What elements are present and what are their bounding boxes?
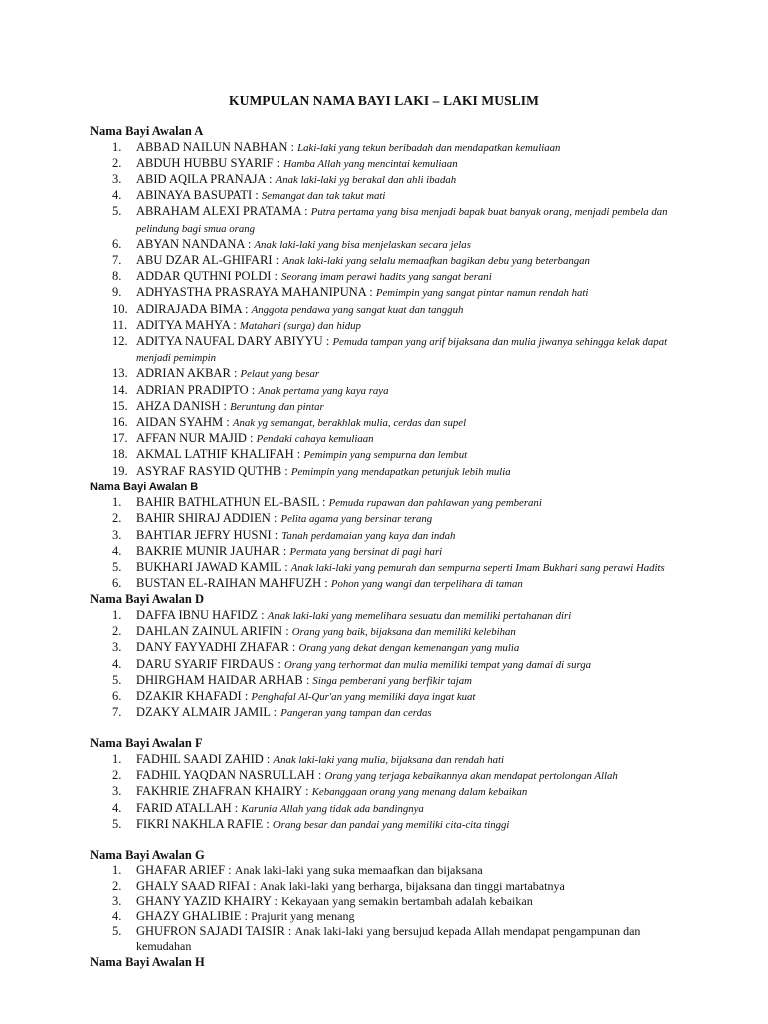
item-meaning: Anak laki-laki yang bersujud kepada Allah mendapat pengampunan dan kemudahan — [136, 924, 641, 954]
item-separator: : — [231, 800, 242, 815]
item-number: 2. — [112, 768, 122, 783]
item-meaning: Hamba Allah yang mencintai kemuliaan — [283, 157, 458, 170]
item-number: 3. — [112, 893, 122, 908]
list-item — [90, 624, 690, 640]
item-number: 2. — [112, 878, 122, 893]
list-item — [90, 528, 690, 544]
section-f — [90, 736, 690, 833]
list-item — [90, 784, 690, 800]
item-separator: : — [241, 301, 252, 316]
item-name: BAHIR SHIRAJ ADDIEN — [136, 511, 271, 526]
item-separator: : — [274, 656, 284, 671]
item-separator: : — [288, 640, 299, 655]
list-item — [90, 879, 690, 894]
item-separator: : — [265, 171, 276, 186]
item-meaning: Putra pertama yang bisa menjadi bapak buat banyak orang, menjadi pembela dan pelindung bagi smua orang — [136, 206, 668, 235]
list-item — [90, 768, 690, 784]
item-number: 5. — [112, 560, 122, 575]
item-name: DAHLAN ZAINUL ARIFIN — [136, 624, 283, 639]
list-item — [90, 608, 690, 624]
item-number: 6. — [112, 576, 122, 591]
name-list — [90, 495, 690, 592]
item-name: FADHIL YAQDAN NASRULLAH — [136, 768, 315, 783]
item-separator: : — [301, 204, 311, 219]
item-number: 7. — [112, 705, 122, 720]
item-separator: : — [263, 816, 273, 831]
item-name: ADIRAJADA BIMA — [136, 301, 242, 316]
item-name: GHUFRON SAJADI TAISIR — [136, 924, 285, 939]
item-separator: : — [241, 909, 252, 924]
item-name: ADRIAN PRADIPTO — [136, 382, 249, 397]
item-separator: : — [246, 431, 257, 446]
item-meaning: Tanah perdamaian yang kaya dan indah — [281, 529, 456, 542]
list-item — [90, 894, 690, 909]
name-list — [90, 752, 690, 833]
item-number: 17. — [112, 431, 128, 446]
item-separator: : — [230, 366, 241, 381]
item-separator: : — [250, 878, 260, 893]
item-separator: : — [270, 705, 281, 720]
item-separator: : — [273, 155, 284, 170]
name-list — [90, 608, 690, 721]
list-item — [90, 544, 690, 560]
item-meaning: Penghafal Al-Qur'an yang memiliki daya ingat kuat — [251, 691, 476, 703]
item-separator: : — [271, 269, 282, 284]
item-number: 2. — [112, 624, 122, 639]
item-number: 1. — [112, 863, 122, 878]
item-number: 16. — [112, 414, 128, 429]
item-name: DZAKIR KHAFADI — [136, 689, 242, 703]
item-name: ABID AQILA PRANAJA — [136, 171, 266, 186]
section-b — [90, 480, 690, 593]
item-separator: : — [263, 751, 274, 766]
list-item — [90, 817, 690, 833]
item-meaning: Anak laki-laki yang bisa menjelaskan secara jelas — [254, 238, 471, 251]
list-item — [90, 269, 690, 285]
item-number: 4. — [112, 543, 122, 558]
list-item — [90, 237, 690, 253]
item-number: 7. — [112, 252, 122, 267]
list-item — [90, 285, 690, 301]
item-number: 5. — [112, 816, 122, 831]
item-meaning: Prajurit yang menang — [251, 909, 355, 924]
item-name: ABYAN NANDANA — [136, 236, 245, 251]
item-name: DHIRGHAM HAIDAR ARHAB — [136, 672, 303, 687]
item-separator: : — [241, 689, 252, 703]
item-name: ABDUH HUBBU SYARIF — [136, 155, 274, 170]
item-number: 18. — [112, 447, 128, 462]
section-g — [90, 848, 690, 955]
item-separator: : — [258, 607, 268, 622]
item-meaning: Kekayaan yang semakin bertambah adalah kebaikan — [281, 893, 533, 908]
item-name: ABBAD NAILUN NABHAN — [136, 139, 288, 154]
list-item — [90, 640, 690, 656]
item-separator: : — [321, 576, 331, 591]
item-number: 2. — [112, 511, 122, 526]
item-separator: : — [281, 560, 291, 575]
section-heading: Nama Bayi Awalan G — [90, 847, 205, 862]
item-name: ABU DZAR AL-GHIFARI — [136, 252, 273, 267]
item-name: GHALY SAAD RIFAI — [136, 878, 251, 893]
item-name: BAHTIAR JEFRY HUSNI — [136, 527, 272, 542]
item-meaning: Anak pertama yang kaya raya — [258, 384, 389, 397]
name-list — [90, 863, 690, 954]
item-name: ABINAYA BASUPATI — [136, 188, 253, 203]
item-name: AHZA DANISH — [136, 398, 221, 413]
item-separator: : — [271, 893, 282, 908]
item-name: GHAFAR ARIEF — [136, 863, 226, 878]
item-name: ASYRAF RASYID QUTHB — [136, 463, 282, 478]
item-number: 9. — [112, 285, 122, 300]
list-item — [90, 464, 690, 480]
item-separator: : — [272, 252, 283, 267]
list-item — [90, 447, 690, 463]
list-item — [90, 511, 690, 527]
list-item — [90, 156, 690, 172]
item-number: 5. — [112, 924, 122, 939]
item-meaning: Karunia Allah yang tidak ada bandingnya — [241, 802, 424, 815]
name-list — [90, 140, 690, 480]
item-meaning: Anak laki-laki yg berakal dan ahli ibadah — [275, 173, 457, 186]
item-meaning: Orang yang baik, bijaksana dan memiliki kelebihan — [291, 626, 516, 639]
item-meaning: Beruntung dan pintar — [230, 400, 324, 413]
item-meaning: Anak laki-laki yang memelihara sesuatu dan memiliki pertahanan diri — [267, 609, 572, 622]
item-name: ADITYA NAUFAL DARY ABIYYU — [136, 333, 323, 348]
item-meaning: Orang yang terjaga kebaikannya akan mendapat pertolongan Allah — [324, 770, 618, 783]
item-separator: : — [282, 624, 292, 639]
item-meaning: Pangeran yang tampan dan cerdas — [280, 707, 432, 720]
item-name: ADITYA MAHYA — [136, 317, 231, 332]
list-item — [90, 909, 690, 924]
item-name: BAKRIE MUNIR JAUHAR — [136, 543, 280, 558]
item-separator: : — [314, 768, 325, 783]
item-meaning: Seorang imam perawi hadits yang sangat berani — [281, 271, 492, 284]
item-meaning: Orang besar dan pandai yang memiliki cita-cita tinggi — [272, 818, 510, 831]
item-meaning: Pendaki cahaya kemuliaan — [256, 433, 374, 446]
item-separator: : — [271, 527, 282, 542]
item-number: 8. — [112, 269, 122, 284]
item-name: ADRIAN AKBAR — [136, 366, 231, 381]
item-name: FARID ATALLAH — [136, 800, 232, 815]
section-heading: Nama Bayi Awalan H — [90, 954, 205, 969]
item-number: 11. — [112, 317, 128, 332]
item-number: 5. — [112, 204, 122, 219]
item-number: 12. — [112, 333, 128, 348]
item-name: AFFAN NUR MAJID — [136, 431, 247, 446]
list-item — [90, 188, 690, 204]
item-meaning: Singa pemberani yang berfikir tajam — [312, 674, 472, 687]
list-item — [90, 302, 690, 318]
item-name: GHAZY GHALIBIE — [136, 909, 242, 924]
item-separator: : — [284, 924, 295, 939]
item-meaning: Pemimpin yang mendapatkan petunjuk lebih mulia — [290, 465, 511, 478]
section-h — [90, 955, 690, 971]
item-name: DZAKY ALMAIR JAMIL — [136, 705, 271, 720]
item-meaning: Anak laki-laki yang suka memaafkan dan bijaksana — [234, 863, 483, 878]
item-separator: : — [287, 139, 298, 154]
item-separator: : — [220, 398, 231, 413]
section-heading: Nama Bayi Awalan D — [90, 592, 205, 607]
item-number: 13. — [112, 366, 128, 381]
list-item — [90, 560, 690, 576]
item-name: BUSTAN EL-RAIHAN MAHFUZH — [136, 576, 322, 591]
item-name: BAHIR BATHLATHUN EL-BASIL — [136, 495, 319, 510]
list-item — [90, 689, 690, 705]
item-number: 14. — [112, 382, 128, 397]
item-number: 5. — [112, 672, 122, 687]
item-meaning: Anggota pendawa yang sangat kuat dan tangguh — [251, 303, 464, 316]
item-name: AKMAL LATHIF KHALIFAH — [136, 447, 294, 462]
item-name: ADHYASTHA PRASRAYA MAHANIPUNA — [136, 285, 367, 300]
list-item — [90, 318, 690, 334]
list-item — [90, 253, 690, 269]
item-number: 4. — [112, 909, 122, 924]
item-name: GHANY YAZID KHAIRY — [136, 893, 272, 908]
item-name: DAFFA IBNU HAFIDZ — [136, 607, 259, 622]
item-meaning: Anak yg semangat, berakhlak mulia, cerdas dan supel — [232, 416, 467, 429]
list-item — [90, 204, 690, 236]
item-meaning: Pelaut yang besar — [240, 368, 320, 381]
item-meaning: Semangat dan tak takut mati — [261, 190, 386, 203]
item-meaning: Pohon yang wangi dan terpelihara di taman — [330, 578, 523, 591]
item-number: 3. — [112, 171, 122, 186]
item-number: 2. — [112, 155, 122, 170]
item-name: FAKHRIE ZHAFRAN KHAIRY — [136, 784, 302, 799]
item-meaning: Anak laki-laki yang mulia, bijaksana dan rendah hati — [273, 753, 504, 766]
item-separator: : — [225, 863, 235, 878]
list-item — [90, 399, 690, 415]
item-number: 6. — [112, 236, 122, 251]
item-number: 1. — [112, 139, 122, 154]
section-heading: Nama Bayi Awalan A — [90, 124, 204, 138]
list-item — [90, 863, 690, 878]
list-item — [90, 705, 690, 721]
list-item — [90, 366, 690, 382]
item-separator: : — [279, 543, 290, 558]
item-meaning: Orang yang dekat dengan kemenangan yang mulia — [298, 642, 520, 655]
item-name: ADDAR QUTHNI POLDI — [136, 269, 272, 284]
item-number: 4. — [112, 800, 122, 815]
section-heading: Nama Bayi Awalan F — [90, 736, 203, 751]
item-number: 6. — [112, 689, 122, 703]
item-separator: : — [302, 672, 313, 687]
item-name: DANY FAYYADHI ZHAFAR — [136, 640, 289, 655]
section-d — [90, 592, 690, 721]
item-number: 4. — [112, 188, 122, 203]
item-meaning: Permata yang bersinat di pagi hari — [289, 545, 443, 558]
item-name: AIDAN SYAHM — [136, 414, 224, 429]
document-title: KUMPULAN NAMA BAYI LAKI – LAKI MUSLIM — [229, 93, 539, 108]
item-name: ABRAHAM ALEXI PRATAMA — [136, 204, 301, 219]
item-number: 3. — [112, 527, 122, 542]
list-item — [90, 415, 690, 431]
list-item — [90, 383, 690, 399]
item-separator: : — [248, 382, 259, 397]
item-meaning: Pelita agama yang bersinar terang — [280, 513, 433, 526]
item-number: 1. — [112, 607, 122, 622]
item-separator: : — [230, 317, 240, 332]
list-item — [90, 657, 690, 673]
item-number: 19. — [112, 463, 128, 478]
item-number: 3. — [112, 640, 122, 655]
list-item — [90, 334, 690, 366]
item-name: FADHIL SAADI ZAHID — [136, 751, 264, 766]
section-a — [90, 124, 690, 480]
list-item — [90, 172, 690, 188]
item-number: 10. — [112, 301, 128, 316]
item-separator: : — [281, 463, 291, 478]
item-separator: : — [318, 495, 329, 510]
item-separator: : — [223, 414, 233, 429]
list-item — [90, 495, 690, 511]
item-meaning: Pemimpin yang sempurna dan lembut — [303, 449, 468, 462]
item-name: DARU SYARIF FIRDAUS — [136, 656, 275, 671]
item-number: 3. — [112, 784, 122, 799]
item-meaning: Anak laki-laki yang selalu memaafkan bagikan debu yang beterbangan — [282, 254, 590, 267]
list-item — [90, 801, 690, 817]
list-item — [90, 140, 690, 156]
item-meaning: Pemuda rupawan dan pahlawan yang pemberani — [328, 497, 542, 510]
item-number: 1. — [112, 495, 122, 510]
item-meaning: Anak laki-laki yang pemurah dan sempurna seperti Imam Bukhari sang perawi Hadits — [290, 562, 665, 575]
item-separator: : — [252, 188, 262, 203]
item-separator: : — [244, 236, 255, 251]
item-meaning: Anak laki-laki yang berharga, bijaksana dan tinggi martabatnya — [259, 878, 565, 893]
list-item — [90, 576, 690, 592]
list-item — [90, 924, 690, 954]
item-meaning: Matahari (surga) dan hidup — [239, 319, 361, 332]
item-separator: : — [322, 333, 333, 348]
item-meaning: Pemimpin yang sangat pintar namun rendah hati — [375, 287, 589, 300]
item-separator: : — [270, 511, 281, 526]
list-item — [90, 752, 690, 768]
item-separator: : — [293, 447, 304, 462]
document-content — [90, 124, 690, 970]
item-number: 4. — [112, 656, 122, 671]
item-meaning: Kebanggaan orang yang menang dalam kebaikan — [311, 786, 528, 799]
item-name: BUKHARI JAWAD KAMIL — [136, 560, 282, 575]
item-number: 1. — [112, 751, 122, 766]
list-item — [90, 673, 690, 689]
section-heading: Nama Bayi Awalan B — [90, 480, 199, 493]
item-meaning: Pemuda tampan yang arif bijaksana dan mulia jiwanya sehingga kelak dapat menjadi pemimpin — [136, 335, 668, 365]
item-name: FIKRI NAKHLA RAFIE — [136, 816, 264, 831]
item-separator: : — [301, 784, 312, 799]
item-separator: : — [366, 285, 376, 300]
list-item — [90, 431, 690, 447]
item-meaning: Laki-laki yang tekun beribadah dan mendapatkan kemuliaan — [297, 141, 561, 154]
item-meaning: Orang yang terhormat dan mulia memiliki tempat yang damai di surga — [283, 658, 592, 671]
item-number: 15. — [112, 398, 128, 413]
